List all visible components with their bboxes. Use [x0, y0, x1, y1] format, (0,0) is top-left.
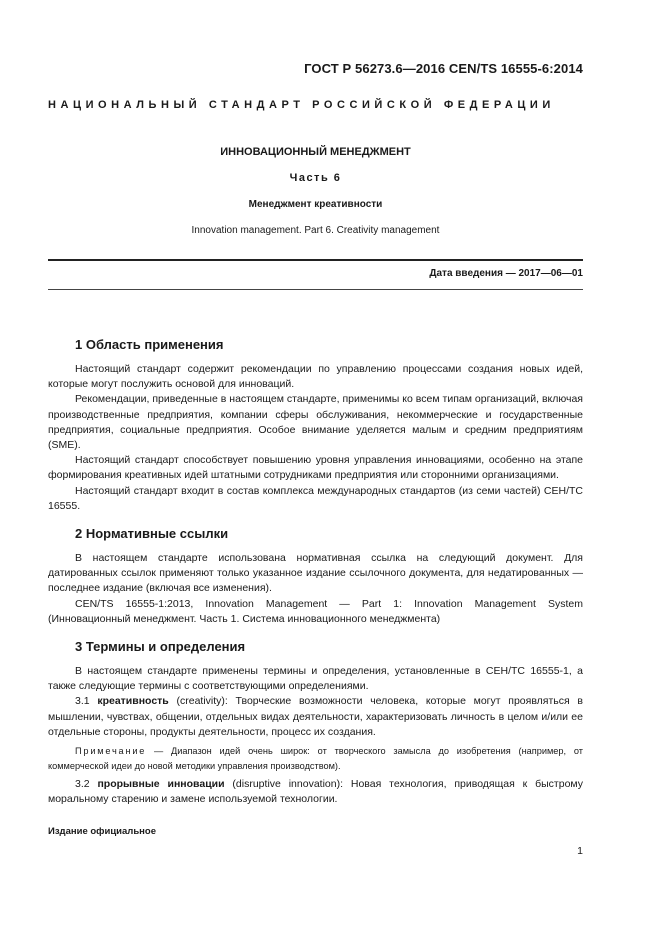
standard-title: ИННОВАЦИОННЫЙ МЕНЕДЖМЕНТ — [220, 146, 411, 158]
section-2-heading: 2 Нормативные ссылки — [75, 526, 229, 542]
section-2-paragraph: CEN/TS 16555-1:2013, Innovation Management — Part 1: Innovation Management System (Инновационный менеджмент. Часть 1. Система инновационного менеджмента) — [48, 597, 583, 625]
official-edition-label: Издание официальное — [48, 826, 156, 837]
term-3-2 — [48, 777, 583, 807]
term-number: 3.1 — [75, 695, 98, 708]
term-number: 3.2 — [75, 778, 98, 791]
standard-subtitle: Менеджмент креативности — [248, 199, 383, 210]
introduction-date: Дата введения — 2017—06—01 — [429, 268, 583, 279]
section-1-heading: 1 Область применения — [75, 337, 224, 352]
english-title: Innovation management. Part 6. Creativity management — [191, 225, 440, 236]
header-rule — [48, 259, 583, 261]
section-2-paragraph: В настоящем стандарте использована нормативная ссылка на следующий документ. Для датированных ссылок применяют только указанное издание ссылочного документа, для недатированных — последнее издание (включая все изменения). — [48, 552, 583, 595]
term-definition: (creativity): Творческие возможности человека, которые могут проявляться в мышлении, чувствах, общении, отдельных видах деятельности, характеризовать личность в целом и/или ее отдельные стороны, продукты деятельности, процесс их создания. — [48, 695, 583, 738]
section-1-paragraph: Настоящий стандарт содержит рекомендации по управлению процессами создания новых идей, которые могут послужить основой для инноваций. — [48, 363, 583, 391]
term-definition: (disruptive innovation): Новая технология, приводящая к быстрому моральному старению и замене используемой технологии. — [48, 778, 583, 806]
national-standard-label: НАЦИОНАЛЬНЫЙ СТАНДАРТ РОССИЙСКОЙ ФЕДЕРАЦИИ — [48, 99, 555, 111]
section-1-paragraph: Настоящий стандарт способствует повышению уровня управления инновациями, особенно на этапе формирования креативных идей штатными сотрудниками предприятия или сторонними организациями. — [48, 454, 583, 482]
page-number: 1 — [577, 845, 583, 857]
section-1-paragraph: Рекомендации, приведенные в настоящем стандарте, применимы ко всем типам организаций, включая производственные предприятия, компании сферы обслуживания, некоммерческие и государственные предприятия, социальные предприятия. Особое внимание уделяется малым и средним предприятиям (SME). — [48, 393, 583, 452]
term-3-1 — [48, 694, 583, 740]
document-body — [48, 336, 583, 807]
part-label: Часть 6 — [289, 172, 342, 184]
document-code: ГОСТ Р 56273.6—2016 CEN/TS 16555-6:2014 — [304, 61, 583, 76]
note-label: Примечание — [75, 746, 147, 757]
term-name: креативность — [97, 695, 169, 708]
section-3-paragraph: В настоящем стандарте применены термины и определения, установленные в CEH/TC 16555-1, а также следующие термины с соответствующими определениями. — [48, 665, 583, 693]
term-name: прорывные инновации — [97, 778, 225, 791]
date-rule — [48, 289, 583, 290]
section-3-heading: 3 Термины и определения — [75, 639, 246, 655]
note-text: — Диапазон идей очень широк: от творческого замысла до изобретения (например, от коммерческой идеи до новой методики управления производством). — [48, 746, 583, 771]
section-1-paragraph: Настоящий стандарт входит в состав комплекса международных стандартов (из семи частей) CEH/TC 16555. — [48, 484, 583, 512]
note — [48, 744, 583, 773]
